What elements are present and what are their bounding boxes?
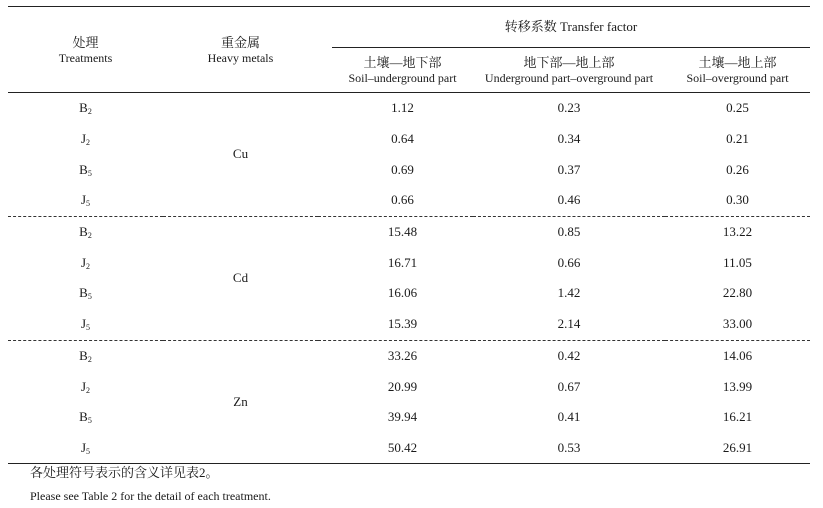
header-metals-en: Heavy metals [207,50,274,65]
treatment-letter: B [79,409,88,425]
soil-overground-value: 0.30 [665,185,810,216]
treatment-letter: J [80,439,87,455]
header-col2-en: Underground part–overground part [484,71,654,85]
treatment-cell [8,433,163,464]
header-treatments-cn: 处理 [72,34,99,50]
treatment-cell [8,185,163,216]
heavy-metal-cell: Cd [163,216,318,340]
treatment-cell [8,340,163,371]
soil-overground-value: 22.80 [722,285,753,301]
treatment-subscript: 2 [87,231,92,241]
treatment-subscript: 5 [87,168,92,178]
table-row [8,93,810,124]
treatment-subscript: 5 [86,199,91,209]
header-heavy-metals [163,7,318,93]
treatment-subscript: 2 [86,261,91,271]
underground-overground-value: 2.14 [473,309,665,340]
treatment-letter: J [80,254,87,270]
heavy-metal-cell: Cu [163,93,318,217]
underground-overground-value: 0.53 [473,433,665,464]
soil-overground-value: 33.00 [665,309,810,340]
treatment-cell [8,402,163,433]
table-row [8,433,810,464]
underground-overground-value: 0.41 [557,409,581,425]
treatment-letter: J [80,131,87,147]
header-col-soil-overground [665,48,810,92]
treatment-subscript: 5 [87,416,92,426]
header-treatments-en: Treatments [58,50,113,65]
soil-underground-value: 16.06 [387,285,418,301]
treatment-subscript: 5 [87,292,92,302]
treatment-letter: B [79,161,88,177]
underground-overground-value: 0.85 [557,224,581,240]
treatment-letter: J [80,316,87,332]
soil-overground-value: 0.25 [726,100,749,116]
underground-overground-value: 0.66 [557,254,581,270]
table-row [8,371,810,402]
treatment-cell [8,371,163,402]
treatment-cell [8,278,163,309]
treatment-letter: J [80,192,87,208]
treatment-subscript: 5 [86,446,91,456]
soil-overground-value: 14.06 [722,347,753,363]
soil-overground-value: 26.91 [665,433,810,464]
soil-underground-value: 39.94 [387,409,418,425]
table-row [8,247,810,278]
treatment-letter: B [79,285,88,301]
header-col3-cn: 土壤—地上部 [698,55,777,70]
note-english: Please see Table 2 for the detail of each treatment. [30,489,271,503]
soil-underground-value: 20.99 [387,378,418,394]
underground-overground-value: 0.23 [557,100,581,116]
soil-underground-value: 15.48 [387,224,418,240]
treatment-letter: B [79,100,88,116]
underground-overground-value: 0.34 [557,131,581,147]
treatment-letter: J [80,378,87,394]
soil-underground-value: 0.64 [391,131,414,147]
treatment-cell [8,154,163,185]
header-col2-cn: 地下部—地上部 [523,55,615,70]
soil-underground-value: 0.69 [391,161,414,177]
table-row [8,185,810,216]
soil-underground-value: 1.12 [391,100,414,116]
treatment-subscript: 2 [87,354,92,364]
soil-underground-value: 16.71 [387,254,418,270]
table-body [8,93,810,464]
treatment-subscript: 5 [86,323,91,333]
header-transfer-factor: 转移系数 Transfer factor [332,7,810,48]
table-row [8,309,810,340]
soil-overground-value: 0.21 [726,131,749,147]
heavy-metal-cell: Zn [163,340,318,464]
treatment-cell [8,247,163,278]
header-treatments [8,7,163,93]
table-row [8,340,810,371]
header-col1-cn: 土壤—地下部 [363,55,442,70]
table-row [8,278,810,309]
table-row [8,124,810,155]
table-row [8,402,810,433]
soil-underground-value: 15.39 [318,309,473,340]
treatment-letter: B [79,224,88,240]
transfer-factor-table [8,6,810,464]
note-chinese: 各处理符号表示的含义详见表2。 [30,465,219,480]
soil-overground-value: 0.26 [726,161,749,177]
transfer-factor-table-container [8,6,810,464]
header-col-soil-underground [318,48,473,92]
treatment-cell [8,93,163,124]
table-row [8,216,810,247]
soil-overground-value: 11.05 [723,254,752,270]
soil-overground-value: 13.99 [722,378,753,394]
header-col-underground-overground [473,48,665,92]
treatment-subscript: 2 [87,107,92,117]
header-metals-cn: 重金属 [220,34,260,50]
treatment-cell [8,309,163,340]
soil-overground-value: 16.21 [722,409,753,425]
soil-overground-value: 13.22 [722,224,753,240]
treatment-cell [8,124,163,155]
underground-overground-value: 0.67 [557,378,581,394]
table-row [8,154,810,185]
underground-overground-value: 0.46 [473,185,665,216]
header-col3-en: Soil–overground part [686,71,789,85]
underground-overground-value: 1.42 [557,285,581,301]
underground-overground-value: 0.42 [557,347,581,363]
treatment-cell [8,216,163,247]
header-col1-en: Soil–underground part [348,71,457,85]
soil-underground-value: 50.42 [318,433,473,464]
underground-overground-value: 0.37 [557,161,581,177]
treatment-subscript: 2 [86,385,91,395]
treatment-subscript: 2 [86,138,91,148]
treatment-letter: B [79,347,88,363]
soil-underground-value: 0.66 [318,185,473,216]
soil-underground-value: 33.26 [387,347,418,363]
